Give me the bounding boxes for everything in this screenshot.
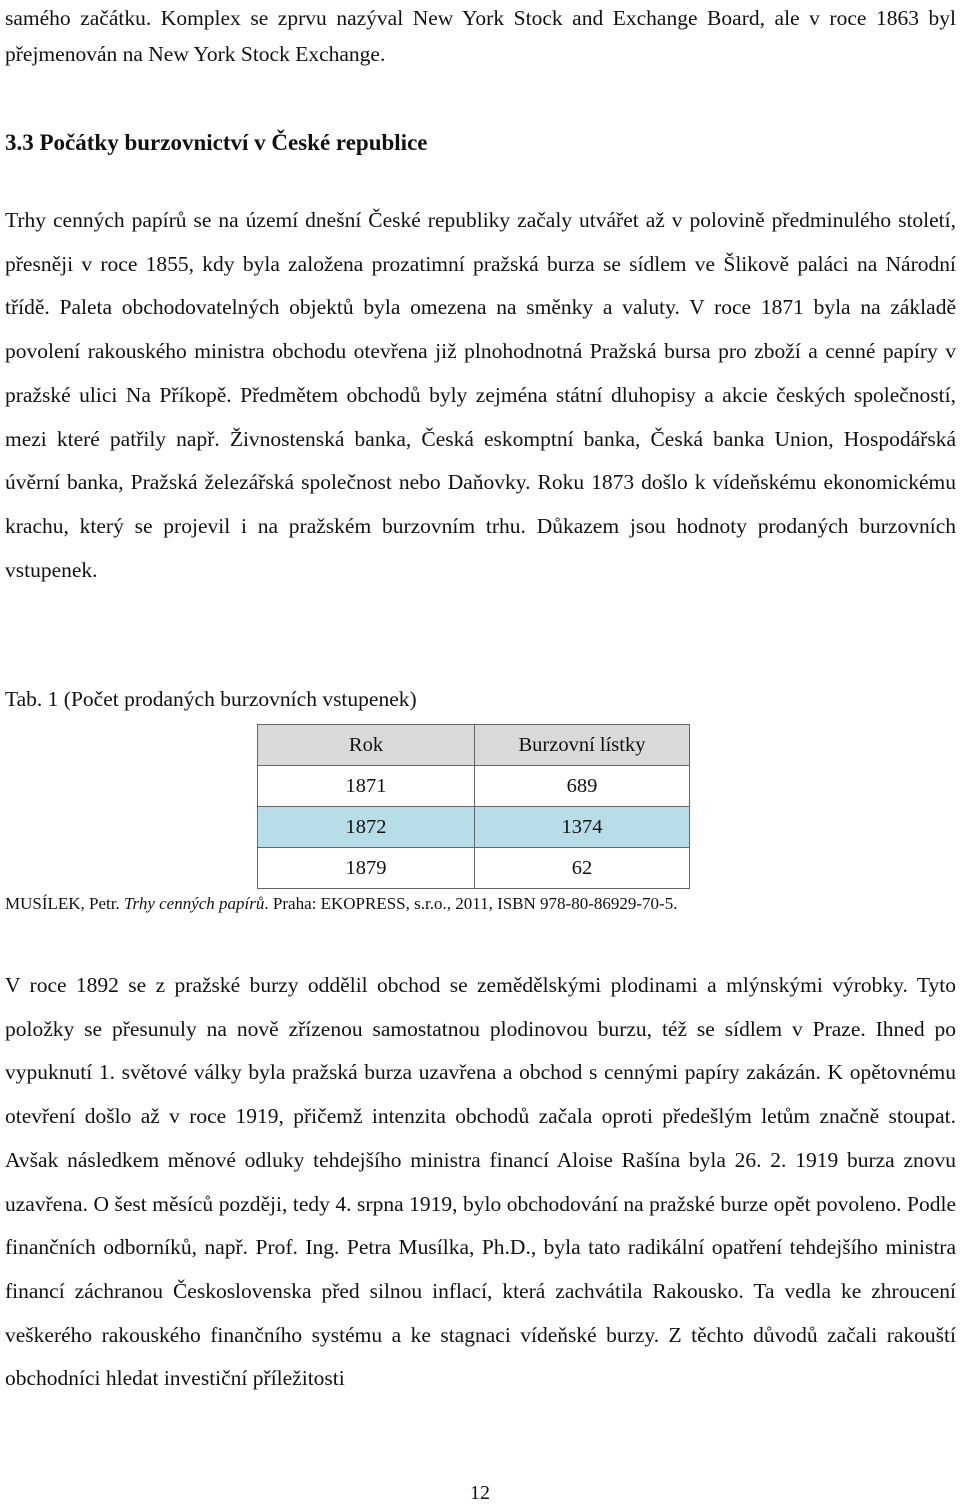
citation-title: Trhy cenných papírů: [124, 894, 265, 913]
citation-author: MUSÍLEK, Petr.: [5, 894, 120, 913]
body-paragraph: Trhy cenných papírů se na území dnešní České republiky začaly utvářet až v polovině předminulého století, přesněji v roce 1855, kdy byla založena prozatimní pražská burza se sídlem ve Šlikově paláci na Národní třídě. Paleta obchodovatelných objektů byla omezena na směnky a valuty. V roce 1871 byla na základě povolení rakouského ministra obchodu otevřena již plnohodnotná Pražská bursa pro zboží a cenné papíry v pražské ulici Na Příkopě. Předmětem obchodů byly zejména státní dluhopisy a akcie českých společností, mezi které patřily např. Živnostenská banka, Česká eskomptní banka, Česká banka Union, Hospodářská úvěrní banka, Pražská železářská společnost nebo Daňovky. Roku 1873 došlo k vídeňskému ekonomickému krachu, který se projevil i na pražském burzovním trhu. Důkazem jsou hodnoty prodaných burzovních vstupenek.: [5, 208, 956, 582]
table-row: [258, 807, 690, 848]
table-cell-tickets: 62: [475, 848, 690, 889]
page-number: 12: [470, 1482, 490, 1504]
table-header-row: [258, 725, 690, 766]
table-row: [258, 766, 690, 807]
section-heading: 3.3 Počátky burzovnictví v České republice: [5, 130, 428, 155]
table-row: [258, 848, 690, 889]
table-cell-year: 1871: [258, 766, 475, 807]
citation-publisher: . Praha: EKOPRESS, s.r.o., 2011, ISBN 978-80-86929-70-5.: [264, 894, 678, 913]
intro-paragraph: samého začátku. Komplex se zprvu nazýval New York Stock and Exchange Board, ale v roce 1863 byl přejmenován na New York Stock Exchange.: [5, 6, 956, 66]
ticket-sales-table: [257, 724, 690, 889]
body-paragraph: V roce 1892 se z pražské burzy oddělil obchod se zemědělskými plodinami a mlýnskými výrobky. Tyto položky se přesunuly na nově zřízenou samostatnou plodinovou burzu, též se sídlem v Praze. Ihned po vypuknutí 1. světové války byla pražská burza uzavřena a obchod s cennými papíry zakázán. K opětovnému otevření došlo až v roce 1919, přičemž intenzita obchodů začala oproti předešlým letům značně stoupat. Avšak následkem měnové odluky tehdejšího ministra financí Aloise Rašína byla 26. 2. 1919 burza znovu uzavřena. O šest měsíců později, tedy 4. srpna 1919, bylo obchodování na pražské burze opět povoleno. Podle finančních odborníků, např. Prof. Ing. Petra Musílka, Ph.D., byla tato radikální opatření tehdejšího ministra financí záchranou Československa před silnou inflací, která zachvátila Rakousko. Ta vedla ke zhroucení veškerého rakouského finančního systému a ke stagnaci vídeňské burzy. Z těchto důvodů začali rakouští obchodníci hledat investiční příležitosti: [5, 973, 956, 1391]
table-cell-year: 1872: [258, 807, 475, 848]
table-cell-year: 1879: [258, 848, 475, 889]
table-caption: Tab. 1 (Počet prodaných burzovních vstupenek): [5, 687, 417, 711]
table-cell-tickets: 1374: [475, 807, 690, 848]
table-source-citation: [5, 892, 677, 916]
table-cell-tickets: 689: [475, 766, 690, 807]
column-header-year: Rok: [258, 725, 475, 766]
column-header-tickets: Burzovní lístky: [475, 725, 690, 766]
